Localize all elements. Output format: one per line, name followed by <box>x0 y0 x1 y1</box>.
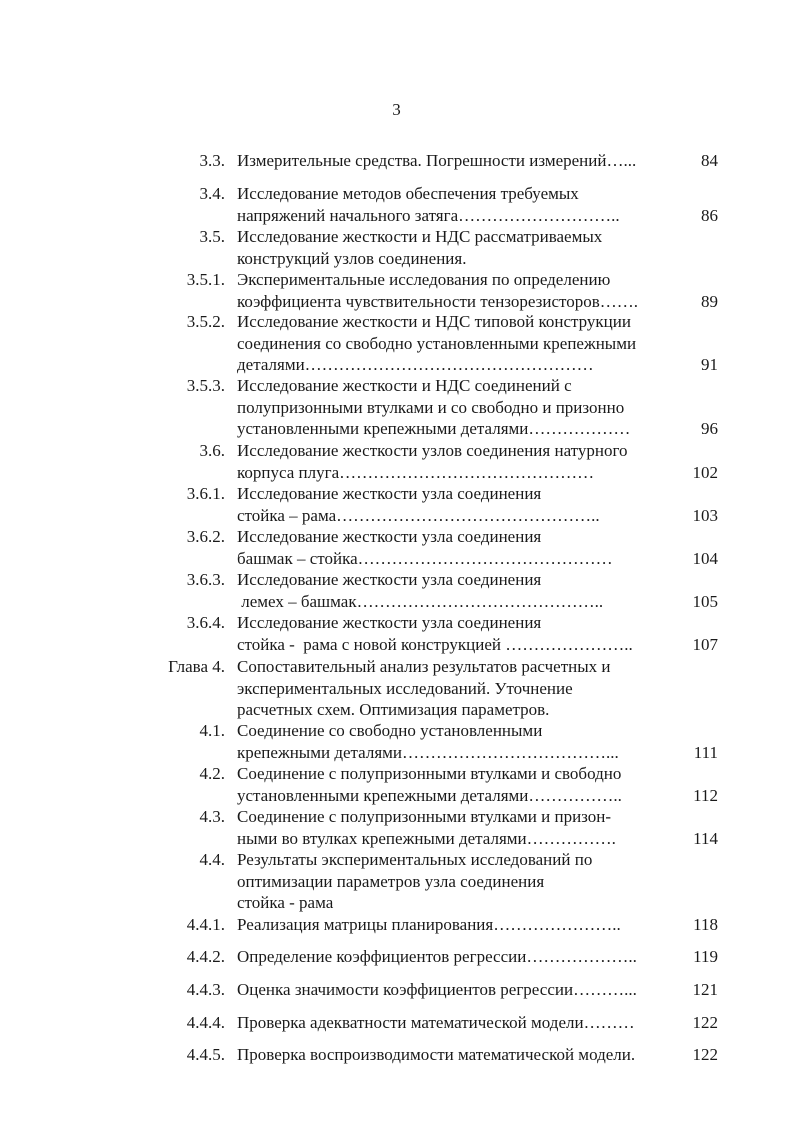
toc-entry-title-line: полупризонными втулками и со свободно и призонно <box>237 397 625 417</box>
toc-entry-page: 107 <box>692 634 718 654</box>
toc-entry-title <box>237 946 677 968</box>
toc-entry-number: 4.4.1. <box>186 915 225 934</box>
toc-entry-number: 3.6.1. <box>186 484 225 503</box>
toc-entry-number: 3.5.3. <box>186 376 225 395</box>
toc-entry-page: 96 <box>701 419 718 438</box>
toc-entry-number: 4.4.2. <box>186 947 225 966</box>
toc-entry-number: 4.4.3. <box>186 980 225 999</box>
toc-entry-number: 3.4. <box>199 184 225 203</box>
toc-entry-title-line: напряжений начального затяга……………………….. <box>237 205 620 225</box>
toc-entry-title <box>237 914 677 936</box>
toc-entry-title <box>237 612 677 655</box>
toc-entry-title-line: Исследование жесткости и НДС соединений с <box>237 376 572 395</box>
toc-entry-number: 4.4.4. <box>186 1013 225 1032</box>
toc-entry-page: 103 <box>692 505 718 525</box>
toc-entry-number: 3.5. <box>199 227 225 246</box>
toc-entry-title <box>237 569 677 612</box>
toc-entry-number: 3.5.1. <box>186 270 225 289</box>
toc-entry-title-line: Реализация матрицы планирования………………….. <box>237 915 621 934</box>
toc-entry-title-line: деталями…………………………………………… <box>237 355 594 374</box>
toc-entry-number: 3.6. <box>199 441 225 460</box>
toc-entry-title <box>237 226 677 269</box>
toc-entry-title-line: Проверка адекватности математической модели……… <box>237 1013 635 1032</box>
toc-entry-number: 3.3. <box>199 151 225 170</box>
toc-entry-title-line: Исследование жесткости узла соединения <box>237 613 542 632</box>
toc-entry-number: 3.6.2. <box>186 527 225 546</box>
toc-entry-page: 102 <box>692 462 718 482</box>
toc-entry-title-line: Соединение с полупризонными втулками и призон- <box>237 807 612 826</box>
toc-entry-number: 4.1. <box>199 721 225 740</box>
toc-entry-title <box>237 269 677 312</box>
toc-entry-title <box>237 656 677 721</box>
toc-entry-page: 111 <box>693 742 718 762</box>
toc-entry-page: 84 <box>701 151 718 170</box>
toc-entry-title <box>237 526 677 569</box>
toc-entry-title-line: ными во втулках крепежными деталями……………. <box>237 828 616 848</box>
toc-entry-page: 122 <box>692 1013 718 1032</box>
toc-entry-title <box>237 849 677 914</box>
toc-entry-page: 104 <box>692 548 718 568</box>
toc-entry-title-line: Сопоставительный анализ результатов расчетных и <box>237 657 611 676</box>
toc-entry-title-line: Исследование жесткости узлов соединения натурного <box>237 441 628 460</box>
toc-entry-page: 121 <box>692 980 718 999</box>
page-number: 3 <box>392 100 401 119</box>
toc-entry-title-line: Измерительные средства. Погрешности измерений…... <box>237 151 637 170</box>
toc-entry-title-line: установленными крепежными деталями……………… <box>237 419 631 438</box>
toc-entry-number: 3.5.2. <box>186 312 225 331</box>
toc-entry-title-line: расчетных схем. Оптимизация параметров. <box>237 700 550 719</box>
toc-entry-page: 122 <box>692 1045 718 1064</box>
toc-entry-title-line: крепежными деталями………………………………... <box>237 742 619 762</box>
toc-entry-title <box>237 311 677 376</box>
toc-entry-page: 105 <box>692 591 718 611</box>
toc-entry-title <box>237 720 677 763</box>
toc-entry-number: 4.3. <box>199 807 225 826</box>
toc-entry-number: Глава 4. <box>168 657 225 676</box>
toc-entry-title <box>237 979 677 1001</box>
toc-entry-title-line: Соединение со свободно установленными <box>237 721 543 740</box>
toc-entry-title-line: Проверка воспроизводимости математической модели. <box>237 1045 636 1064</box>
toc-entry-title-line: Исследование жесткости узла соединения <box>237 527 542 546</box>
toc-entry-page: 86 <box>701 205 718 225</box>
toc-entry-page: 89 <box>701 291 718 311</box>
toc-entry-number: 3.6.3. <box>186 570 225 589</box>
toc-entry-title-line: лемех – башмак…………………………………….. <box>237 591 604 611</box>
toc-entry-number: 3.6.4. <box>186 613 225 632</box>
toc-entry-title <box>237 806 677 849</box>
toc-entry-title-line: конструкций узлов соединения. <box>237 248 467 268</box>
toc-entry-title-line: башмак – стойка……………………………………… <box>237 548 613 568</box>
toc-entry-title <box>237 440 677 483</box>
toc-entry-number: 4.4.5. <box>186 1045 225 1064</box>
toc-entry-title <box>237 1044 677 1066</box>
toc-entry-title <box>237 763 677 806</box>
toc-entry-title-line: установленными крепежными деталями…………….. <box>237 785 622 805</box>
toc-entry-number: 4.2. <box>199 764 225 783</box>
toc-entry-page: 91 <box>701 355 718 374</box>
toc-entry-page: 119 <box>693 947 718 966</box>
toc-entry-title-line: Оценка значимости коэффициентов регрессии………... <box>237 980 637 999</box>
toc-entry-title-line: Соединение с полупризонными втулками и свободно <box>237 764 622 783</box>
toc-entry-title-line: стойка – рама……………………………………….. <box>237 505 600 525</box>
toc-entry-title-line: экспериментальных исследований. Уточнение <box>237 678 573 698</box>
toc-entry-page: 112 <box>693 785 718 805</box>
toc-entry-page: 114 <box>693 828 718 848</box>
toc-entry-title <box>237 1012 677 1034</box>
toc-entry-title-line: Определение коэффициентов регрессии……………….. <box>237 947 637 966</box>
toc-entry-title-line: стойка - рама с новой конструкцией ………………….. <box>237 634 633 654</box>
toc-entry-title-line: Исследование жесткости узла соединения <box>237 484 542 503</box>
toc-entry-title-line: Исследование жесткости узла соединения <box>237 570 542 589</box>
toc-entry-title-line: коэффициента чувствительности тензорезисторов……. <box>237 291 639 311</box>
toc-entry-title <box>237 183 677 226</box>
toc-entry-number: 4.4. <box>199 850 225 869</box>
toc-entry-title-line: стойка - рама <box>237 893 334 912</box>
toc-entry-title-line: Исследование методов обеспечения требуемых <box>237 184 579 203</box>
toc-entry-title-line: соединения со свободно установленными крепежными <box>237 333 637 353</box>
toc-entry-title-line: Исследование жесткости и НДС рассматриваемых <box>237 227 603 246</box>
toc-entry-title <box>237 483 677 526</box>
toc-entry-title-line: Результаты экспериментальных исследований по <box>237 850 593 869</box>
toc-entry-title-line: Исследование жесткости и НДС типовой конструкции <box>237 312 631 331</box>
toc-entry-title-line: корпуса плуга……………………………………… <box>237 462 595 482</box>
toc-entry-title-line: Экспериментальные исследования по определению <box>237 270 611 289</box>
toc-entry-title <box>237 375 677 440</box>
toc-entry-title <box>237 150 677 172</box>
toc-entry-title-line: оптимизации параметров узла соединения <box>237 871 545 891</box>
toc-entry-page: 118 <box>693 915 718 934</box>
